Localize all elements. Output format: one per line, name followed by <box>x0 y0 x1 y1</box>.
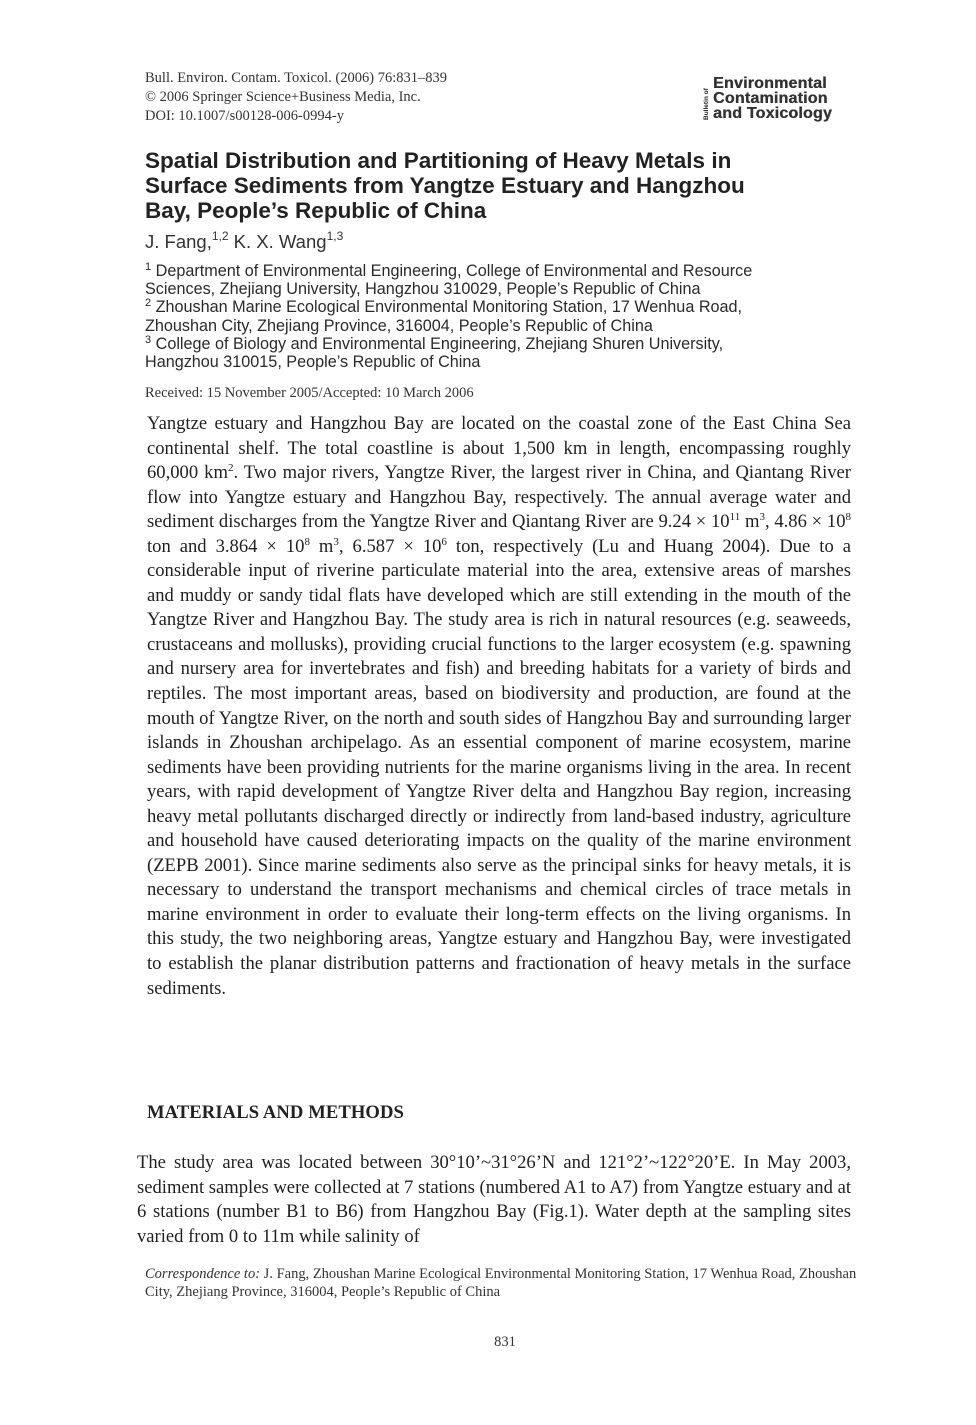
title-line: Bay, People’s Republic of China <box>145 198 487 223</box>
affiliation-number: 2 <box>145 297 152 310</box>
author-affiliation-mark: 1,2 <box>211 229 229 243</box>
author-name: J. Fang, <box>145 231 212 252</box>
title-line: Surface Sediments from Yangtze Estuary and Hangzhou <box>145 173 745 198</box>
article-title <box>145 148 845 223</box>
methods-paragraph: The study area was located between 30°10’~31°26’N and 121°2’~122°20’E. In May 2003, sediment samples were collected at 7 stations (numbered A1 to A7) from Yangtze estuary and at 6 stations (number B1 to B6) from Hangzhou Bay (Fig.1). Water depth at the sampling sites varied from 0 to 11m while salinity of <box>137 1152 851 1247</box>
correspondence-label: Correspondence to: <box>145 1266 261 1282</box>
affiliation-number: 1 <box>145 261 152 273</box>
introduction-paragraph: Yangtze estuary and Hangzhou Bay are located on the coastal zone of the East China Sea continental shelf. The total coastline is about 1,500 km in length, encompassing roughly 60,000 $km^2$. Two major rivers, Yangtze River, the largest river in China, and Qiantang River flow into Yangtze estuary and Hangzhou Bay, respectively. The annual average water and sediment discharges from the Yangtze River and Qiantang River are $9.24 \times 10^{11}$ $m^3$, $4.86 \times 10^8$ ton and $3.864 \times 10^8$ $m^3$, $6.587 \times 10^6$ ton, respectively (Lu and Huang 2004). Due to a considerable input of riverine particulate material into the area, extensive areas of marshes and muddy or sandy tidal flats have developed which are still extending in the mouth of the Yangtze River and Hangzhou Bay. The study area is rich in natural resources (e.g. seaweeds, crustaceans and mollusks), providing crucial functions to the larger ecosystem (e.g. spawning and nursery area for invertebrates and fish) and breeding habitats for a variety of birds and reptiles. The most important areas, based on biodiversity and production, are found at the mouth of Yangtze River, on the north and south sides of Hangzhou Bay and surrounding larger islands in Zhoushan archipelago. As an essential component of marine ecosystem, marine sediments have been providing nutrients for the marine organisms living in the area. In recent years, with rapid development of Yangtze River delta and Hangzhou Bay region, increasing heavy metal pollutants discharged directly or indirectly from land-based industry, agriculture and household have caused deteriorating impacts on the quality of the marine environment (ZEPB 2001). Since marine sediments also serve as the principal sinks for heavy metals, it is necessary to understand the transport mechanisms and chemical circles of trace metals in marine environment in order to evaluate their long-term effects on the living organisms. In this study, the two neighboring areas, Yangtze estuary and Hangzhou Bay, were investigated to establish the planar distribution patterns and fractionation of heavy metals in the surface sediments. <box>147 413 851 999</box>
doi-line: DOI: 10.1007/s00128-006-0994-y <box>145 108 344 124</box>
copyright-line: © 2006 Springer Science+Business Media, Inc. <box>145 89 421 105</box>
affiliation <box>145 298 875 334</box>
author-list <box>145 231 343 253</box>
affiliation-text: Zhoushan Marine Ecological Environmental Monitoring Station, 17 Wenhua Road, Zhoushan City, Zhejiang Province, 316004, People’s Republic of China <box>145 298 743 335</box>
correspondence-footnote <box>145 1266 875 1302</box>
correspondence-text: J. Fang, Zhoushan Marine Ecological Environmental Monitoring Station, 17 Wenhua Road, Zhoushan City, Zhejiang Province, 316004, People’s Republic of China <box>145 1266 857 1300</box>
affiliation <box>145 262 875 298</box>
logo-line-environmental: Environmental <box>713 75 827 92</box>
affiliation-number: 3 <box>145 333 152 346</box>
journal-citation: Bull. Environ. Contam. Toxicol. (2006) 76:831–839 <box>145 70 447 86</box>
affiliation <box>145 335 875 371</box>
page-number: 831 <box>494 1334 516 1350</box>
logo-line-toxicology: and Toxicology <box>713 105 832 122</box>
author-affiliation-mark: 1,3 <box>326 229 344 243</box>
section-heading-methods: MATERIALS AND METHODS <box>147 1102 404 1123</box>
affiliation-text: Department of Environmental Engineering, College of Environmental and Resource Sciences, Zhejiang University, Hangzhou 310029, People’s Republic of China <box>145 262 753 299</box>
citation-block <box>145 69 447 126</box>
affiliation-text: College of Biology and Environmental Engineering, Zhejiang Shuren University, Hangzhou 310015, People’s Republic of China <box>145 334 724 372</box>
title-line: Spatial Distribution and Partitioning of Heavy Metals in <box>145 148 732 173</box>
journal-logo <box>703 76 869 122</box>
logo-bulletin-label: Bulletin of <box>703 88 710 120</box>
received-accepted-dates: Received: 15 November 2005/Accepted: 10 March 2006 <box>145 385 474 401</box>
affiliation-list <box>145 262 875 371</box>
author-name: K. X. Wang <box>233 231 327 252</box>
logo-line-contamination: Contamination <box>713 90 828 107</box>
